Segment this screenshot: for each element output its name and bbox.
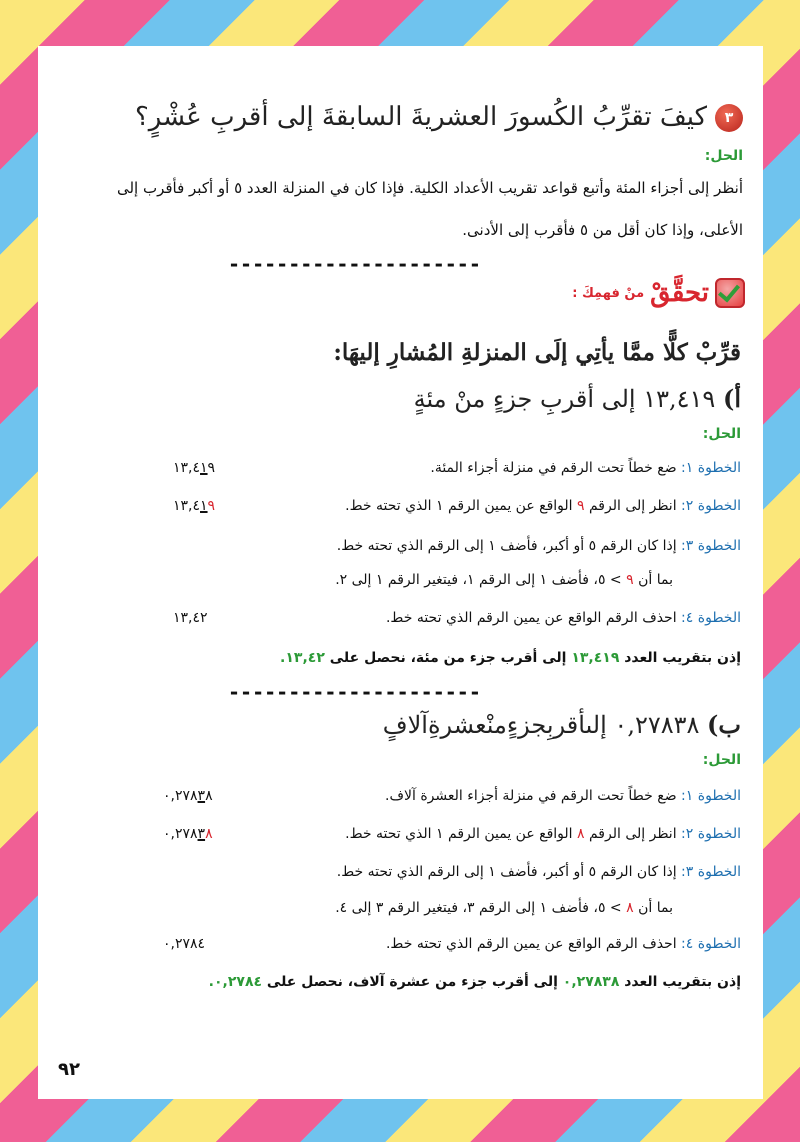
part-a-step-2: [345, 498, 741, 514]
step-text: إذا كان الرقم ٥ أو أكبر، فأضف ١ إلى الرقم الذي تحته خط.: [336, 864, 677, 880]
part-a-step-1: [430, 460, 741, 476]
part-b-step-3: [337, 864, 741, 880]
figure-part: ٩: [207, 460, 216, 476]
step-text: بما أن: [638, 572, 673, 588]
underlined-digit: ٣: [197, 826, 206, 842]
checkmark-icon: [715, 278, 745, 308]
part-a-result: [280, 650, 741, 666]
question-3: [135, 102, 743, 132]
result-number: ٠,٢٧٨٤.: [208, 974, 263, 990]
step-label: الخطوة ٢:: [681, 826, 741, 842]
highlight-digit: ٩: [626, 572, 634, 588]
part-a-title: [414, 384, 741, 413]
step-label: الخطوة ٣:: [681, 864, 741, 880]
q3-answer-line-1: أنظر إلى أجزاء المئة وأتبع قواعد تقريب الأعداد الكلية. فإذا كان في المنزلة العدد ٥ أو أكبر فأقرب إلى: [116, 179, 743, 197]
textbook-page: [38, 46, 763, 1099]
instruction: قرِّبْ كلًّا ممَّا يأتِي إلَى المنزلةِ المُشارِ إليهَا:: [333, 339, 741, 366]
solution-label: الحل:: [704, 148, 743, 164]
part-b-step-2-figure: [163, 826, 213, 842]
underlined-digit: ٣: [197, 788, 206, 804]
highlight-digit: ٩: [577, 498, 585, 514]
step-text: > ٥، فأضف ١ إلى الرقم ٣، فيتغير الرقم ٣ إلى ٤.: [335, 900, 622, 916]
q3-answer-line-2: الأعلى، وإذا كان أقل من ٥ فأقرب إلى الأدنى.: [462, 221, 743, 239]
question-3-text: كيفَ تقرِّبُ الكُسورَ العشريةَ السابقةَ إلى أقربِ عُشْرٍ؟: [134, 102, 707, 132]
part-b-title: [383, 710, 741, 739]
question-number-badge: ٣: [715, 104, 743, 132]
step-text: احذف الرقم الواقع عن يمين الرقم الذي تحته خط.: [385, 936, 677, 952]
result-text: إلى أقرب جزء من مئة، نحصل على: [329, 650, 567, 666]
step-text: احذف الرقم الواقع عن يمين الرقم الذي تحته خط.: [385, 610, 677, 626]
highlight-digit: ٨: [205, 826, 213, 842]
step-text: الواقع عن يمين الرقم ١ الذي تحته خط.: [345, 826, 573, 842]
step-text: بما أن: [638, 900, 673, 916]
part-a-step-4-figure: ١٣,٤٢: [173, 610, 208, 626]
step-text: ضع خطاً تحت الرقم في منزلة أجزاء المئة.: [430, 460, 677, 476]
result-number: ١٣,٤١٩: [571, 650, 620, 666]
result-text: إلى أقرب جزء من عشرة آلاف، نحصل على: [266, 974, 558, 990]
part-b-step-4-figure: ٠,٢٧٨٤: [163, 936, 206, 952]
part-b-step-3-detail: [335, 900, 673, 916]
part-b-solution-label: الحل:: [702, 752, 741, 768]
part-b-result: [209, 974, 741, 990]
part-b-step-1-figure: [163, 788, 213, 804]
underlined-digit: ١: [200, 498, 208, 514]
part-a-label: أ): [722, 384, 741, 413]
step-text: انظر إلى الرقم: [588, 498, 677, 514]
step-label: الخطوة ١:: [681, 460, 741, 476]
part-a-step-2-figure: [173, 498, 215, 514]
part-b-step-4: [386, 936, 741, 952]
step-label: الخطوة ٤:: [681, 610, 741, 626]
result-number: ٠,٢٧٨٣٨: [562, 974, 620, 990]
step-text: ضع خطاً تحت الرقم في منزلة أجزاء العشرة آلاف.: [385, 788, 677, 804]
part-b-step-2: [345, 826, 741, 842]
part-a-step-3: [337, 538, 741, 554]
result-text: إذن بتقريب العدد: [624, 650, 741, 666]
result-text: إذن بتقريب العدد: [624, 974, 741, 990]
part-a-text: ١٣,٤١٩ إلى أقربِ جزءٍ منْ مئةٍ: [413, 385, 716, 413]
part-a-step-4: [386, 610, 741, 626]
step-text: > ٥، فأضف ١ إلى الرقم ١، فيتغير الرقم ١ إلى ٢.: [335, 572, 622, 588]
check-subtitle: منْ فهمِكَ :: [572, 285, 645, 301]
step-text: انظر إلى الرقم: [588, 826, 677, 842]
figure-part: ١٣,٤: [173, 460, 201, 476]
part-b-step-1: [385, 788, 741, 804]
separator: ---------------------: [228, 252, 481, 276]
figure-part: ١٣,٤: [173, 498, 201, 514]
part-b-label: ب): [707, 710, 741, 739]
check-understanding-header: [572, 278, 745, 308]
step-label: الخطوة ٣:: [681, 538, 741, 554]
page-number: ٩٢: [58, 1059, 80, 1080]
part-a-step-3-detail: [335, 572, 673, 588]
part-b-text: ٠,٢٧٨٣٨ إلىأقربِجزءٍمنْعشرةِآلافٍ: [382, 711, 700, 739]
highlight-digit: ٩: [207, 498, 216, 514]
highlight-digit: ٨: [626, 900, 634, 916]
figure-part: ٠,٢٧٨: [163, 826, 198, 842]
highlight-digit: ٨: [577, 826, 585, 842]
step-label: الخطوة ٤:: [681, 936, 741, 952]
figure-part: ٠,٢٧٨: [163, 788, 198, 804]
figure-part: ٨: [205, 788, 213, 804]
separator: ---------------------: [228, 680, 481, 704]
part-a-step-1-figure: [173, 460, 215, 476]
step-text: الواقع عن يمين الرقم ١ الذي تحته خط.: [345, 498, 573, 514]
underlined-digit: ١: [200, 460, 208, 476]
step-label: الخطوة ١:: [681, 788, 741, 804]
step-label: الخطوة ٢:: [681, 498, 741, 514]
step-text: إذا كان الرقم ٥ أو أكبر، فأضف ١ إلى الرقم الذي تحته خط.: [336, 538, 677, 554]
result-number: ١٣,٤٢.: [280, 650, 325, 666]
part-a-solution-label: الحل:: [702, 426, 741, 442]
check-title: تحقَّقْ: [650, 278, 709, 308]
